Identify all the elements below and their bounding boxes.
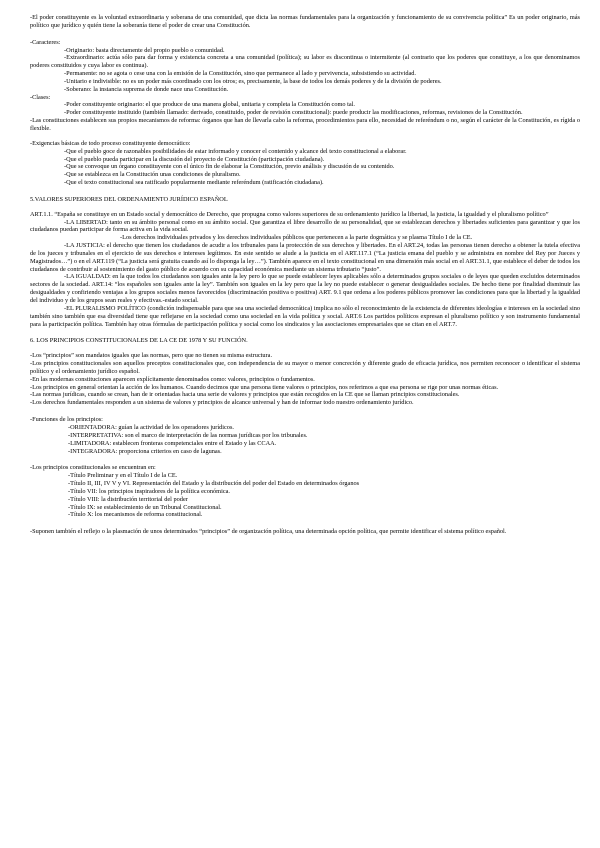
ubicacion-heading: -Los principios constitucionales se encuentran en: <box>30 464 156 472</box>
clases-note: -Las constituciones establecen sus propios mecanismos de reforma: órganos que han de llevarla cabo la reforma, procedimientos para ello, necesidad de referéndum o no, según el carácter de la Constitución, es rígida o flexible. <box>30 117 580 132</box>
principios-paragraph: -En las modernas constituciones aparecen explícitamente denominados como: valores, principios o fundamentos. <box>30 375 315 383</box>
caracteres-heading: -Caracteres: <box>30 38 61 46</box>
clase-item: -Poder constituyente instituido (también llamado: derivado, constituido, poder de revisión constitucional): puede producir las modificaciones, reformas, revisiones de la Constitución. <box>64 109 523 117</box>
ubicacion-item: -Título II, III, IV V y VI. Representación del Estado y la distribución del poder del Estado en determinados órganos <box>68 480 360 488</box>
exigencia-item: -Que el pueblo goce de razonables posibilidades de estar informado y conocer el contenido y alcance del texto constitucional a elaborar. <box>64 147 407 155</box>
libertad-note: -Los derechos individuales privados y los derechos individuales públicos que pertenecen a la parte dogmática y se plasma Título I de la CE. <box>120 234 473 242</box>
funcion-item: -LIMITADORA: establecen fronteras competenciales entre el Estado y las CCAA. <box>68 439 277 447</box>
section-6-title: 6. LOS PRINCIPIOS CONSTITUCIONALES DE LA CE DE 1978 Y SU FUNCIÓN. <box>30 337 248 345</box>
funcion-item: -INTEGRADORA: proporciona criterios en caso de lagunas. <box>68 447 222 455</box>
caracter-item: -Soberano: la instancia suprema de donde nace una Constitución. <box>64 85 229 93</box>
principios-paragraph: -Los “principios” son mandatos iguales que las normas, pero que no tienen su misma estructura. <box>30 352 273 360</box>
justicia-paragraph: -LA JUSTICIA: el derecho que tienen los ciudadanos de acudir a los tribunales para la protección de sus derechos y libertades. En el ART.24, todas las personas tienen derecho a obtener la tutela efectiva de los jueces y tribunales en el ejercicio de sus derechos e intereses legítimos. En este sentido se alude a la justicia en el ART.117.1 (“La justicia emana del pueblo y se administra en nombre del Rey por Jueces y Magistrados…”) o en el ART.119 (“La justicia será gratuita cuando así lo disponga la ley…”). También aparece en el texto constitucional en una dimensión más social en el ART.31.1, que establece el deber de todos los ciudadanos de contribuir al sostenimiento del gasto público de acuerdo con su capacidad económica mediante un sistema tributario “justo”. <box>30 242 580 273</box>
libertad-paragraph: -LA LIBERTAD: tanto en su ámbito personal como en su ámbito social. Que garantiza el libre desarrollo de su personalidad, que se establezcan derechos y libertades suficientes para garantizar y que los ciudadanos puedan participar de forma activa en la vida social. <box>30 218 580 234</box>
exigencias-heading: -Exigencias básicas de todo proceso constituyente democrático: <box>30 139 191 147</box>
ubicacion-item: -Título Preliminar y en el Título I de la CE. <box>68 472 178 480</box>
exigencia-item: -Que el pueblo pueda participar en la discusión del proyecto de Constitución (participación ciudadana). <box>64 155 325 163</box>
intro-paragraph: -El poder constituyente es la voluntad extraordinaria y soberana de una comunidad, que dicta las normas fundamentales para la organización y funcionamiento de su convivencia política” Es un poder originario, más político que jurídico y quién tiene la soberanía tiene el poder de crear una Constitución. <box>30 14 580 29</box>
exigencia-item: -Que se establezca en la Constitución unas condiciones de pluralismo. <box>64 171 241 179</box>
article-1-1: ART.1.1. “España se constituye en un Estado social y democrático de Derecho, que propugna como valores superiores de su ordenamiento jurídico la libertad, la justicia, la igualdad y el pluralismo político” <box>30 210 549 218</box>
ubicacion-item: -Título VIII: la distribución territorial del poder <box>68 495 188 503</box>
exigencia-item: -Que se convoque un órgano constituyente con el único fin de elaborar la Constitución, previo análisis y discusión de su contenido. <box>64 163 395 171</box>
ubicacion-item: -Título IX: se establecimiento de un Tribunal Constitucional. <box>68 503 222 511</box>
closing-paragraph: -Suponen también el reflejo o la plasmación de unos determinados “principios” de organización política, una determinada opción política, que permite identificar el sistema político español. <box>30 528 507 536</box>
caracter-item: -Extraordinario: actúa sólo para dar forma y existencia concreta a una comunidad (política); su labor es discontinua o intermitente (al contrario que los poderes que constituye, a los que denominamos poderes constituidos y cuya labor es continua). <box>30 54 580 70</box>
funcion-item: -INTERPRETATIVA: son el marco de interpretación de las normas jurídicas por los tribunales. <box>68 431 308 439</box>
ubicacion-item: -Título VII: los principios inspiradores de la política económica. <box>68 487 230 495</box>
caracter-item: -Permanente: no se agota o cese una con la emisión de la Constitución, sino que permanece al lado y pervivencia, subsistiendo su actividad. <box>64 70 416 78</box>
clase-item: -Poder constituyente originario: el que produce de una manera global, unitaria y completa la Constitución como tal. <box>64 101 355 109</box>
exigencia-item: -Que el texto constitucional sea ratificado popularmente mediante referéndum (ratificación ciudadana). <box>64 179 324 187</box>
caracter-item: -Originario: basta directamente del propio pueblo o comunidad. <box>64 46 225 54</box>
principios-paragraph: -Los derechos fundamentales responden a un sistema de valores y principios de alcance universal y han de informar todo nuestro ordenamiento jurídico. <box>30 399 414 407</box>
caracter-item: -Unitario e indivisible: no es un poder más coordinado con los otros; es, precisamente, la base de todos los demás poderes y de la división de poderes. <box>64 77 442 85</box>
principios-paragraph: -Los principios en general orientan la acción de los humanos. Cuando decimos que una persona tiene valores o principios, nos referimos a que esa persona se rige por unas normas éticas. <box>30 383 499 391</box>
pluralismo-paragraph: -EL PLURALISMO POLÍTICO (condición indispensable para que sea una sociedad democrática) implica no sólo el reconocimiento de la existencia de diferentes ideologías e intereses en la sociedad sino también sino también que esa diversidad tiene que reflejarse en la sociedad como una sociedad en la vida política y social. ART.6 Los partidos políticos expresan el pluralismo político y son instrumento fundamental para la participación política. También hay otras fórmulas de participación política y social como los sindicatos y las asociaciones empresariales que se citan en el ART.7. <box>30 304 580 328</box>
ubicacion-item: -Título X: los mecanismos de reforma constitucional. <box>68 511 203 519</box>
funciones-heading: -Funciones de los principios: <box>30 416 103 424</box>
clases-heading: -Clases: <box>30 93 51 101</box>
section-5-title: 5.VALORES SUPERIORES DEL ORDENAMIENTO JURÍDICO ESPAÑOL <box>30 195 228 203</box>
principios-paragraph: -Las normas jurídicas, cuando se crean, han de ir orientadas hacia una serie de valores y principios que están recogidos en la CE que se llaman principios constitucionales. <box>30 391 460 399</box>
principios-paragraph: -Los principios constitucionales son aquellos preceptos constitucionales que, con independencia de su mayor o menor concreción y diferente grado de eficacia jurídica, nos permiten reconocer o identificar el sistema político y el ordenamiento jurídico español. <box>30 360 580 375</box>
igualdad-paragraph: -LA IGUALDAD: en la que todos los ciudadanos son iguales ante la ley pero lo que se puede establecer leyes aplicables sólo a determinados grupos sociales o de leyes que queden excluidos determinados sectores de la sociedad. ART.14: “los españoles son iguales ante la ley”. También son iguales en la ley pero que la ley no puede establecer o generar desigualdades sociales. De hecho tiene por finalidad disminuir las desigualdades y confiriendo ventajas a los grupos sociales menos favorecidos (discriminación positiva o positiva) ART. 9.1 que ordena a los poderes públicos promover las condiciones para que la libertad y la igualdad del individuo y de los grupos sean reales y efectivas.-estado social. <box>30 273 580 304</box>
funcion-item: -ORIENTADORA: guían la actividad de los operadores jurídicos. <box>68 423 234 431</box>
